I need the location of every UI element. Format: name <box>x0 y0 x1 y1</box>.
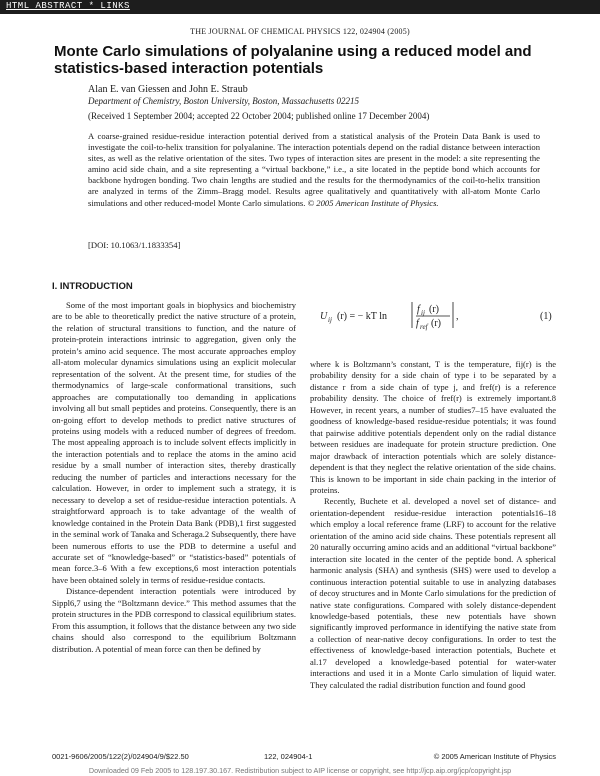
eq-end: , <box>456 311 459 322</box>
eq-number: (1) <box>540 311 552 322</box>
right-column <box>310 359 556 691</box>
eq-num-sub: ij <box>421 309 425 317</box>
top-toolbar <box>0 0 600 14</box>
eq-arg: (r) = − kT ln <box>337 311 387 322</box>
eq-num-arg: (r) <box>429 304 439 315</box>
eq-den-sub: ref <box>420 323 428 331</box>
section-heading: I. INTRODUCTION <box>52 281 133 292</box>
right-paragraph-1: where k is Boltzmann’s constant, T is the temperature, fij(r) is the probability density for a side chain of type i to be separated by a distance r from a side chain of type j, and fref(r) is a reference probability density. The choice of fref(r) is extremely important.8 However, in recent years, a number of studies7–15 have evaluated the goodness of knowledge-based residue-residue potentials; it was found that pairwise additive potentials dependent only on the radial distance between residues are inadequate for protein structure prediction. One major drawback of interaction potentials which are solely distance-dependent is that they neglect the relative orientation of the side chains. This is known to be important in side chain packing in the interior of proteins. <box>310 359 556 495</box>
article-title: Monte Carlo simulations of polyalanine using a reduced model and statistics-based interaction potentials <box>54 43 532 77</box>
download-notice: Downloaded 09 Feb 2005 to 128.197.30.167. Redistribution subject to AIP license or copyright, see http://jcp.aip.org/jcp/copyright.jsp <box>88 766 512 775</box>
affiliation: Department of Chemistry, Boston University, Boston, Massachusetts 02215 <box>88 96 359 106</box>
footer-page: 122, 024904-1 <box>264 752 313 761</box>
equation-1 <box>320 298 556 332</box>
eq-den: f <box>416 318 419 329</box>
abstract <box>88 131 540 209</box>
doi[interactable]: [DOI: 10.1063/1.1833354] <box>88 240 181 250</box>
left-column <box>52 300 296 655</box>
footer-copyright: © 2005 American Institute of Physics <box>433 752 556 761</box>
abstract-text: A coarse-grained residue-residue interaction potential derived from a statistical analysis of the Protein Data Bank is used to investigate the coil-to-helix transition for polyalanine. The interaction potentials depend on the radial distance between interaction sites, as well as the relative orientation of the sites. Two types of interaction sites are present in the model: a site representing the amino acid side chain, and a site representing a “virtual backbone,” i.e., a site located in the peptide bond which accounts for backbone hydrogen bonding. Two chain lengths are studied and the results for the thermodynamics of the coil-to-helix transition are analyzed in terms of the Zimm–Bragg model. Results agree qualitatively and quantitatively with all-atom Monte Carlo simulations and other reduced-model Monte Carlo simulations. <box>88 131 540 208</box>
eq-lhs: U <box>320 311 328 322</box>
intro-paragraph-2: Distance-dependent interaction potentials were introduced by Sippl6,7 using the “Boltzmann device.” This method assumes that the protein structures in the PDB correspond to classical equilibrium states. From this assumption, it follows that the distance between any two side chains should also correspond to the equilibrium Boltzmann distribution. A potential of mean force can then be defined by <box>52 586 296 654</box>
received-dates: (Received 1 September 2004; accepted 22 October 2004; published online 17 December 2004) <box>88 111 430 121</box>
eq-den-arg: (r) <box>431 318 441 329</box>
page-footer <box>52 752 556 764</box>
running-head: THE JOURNAL OF CHEMICAL PHYSICS 122, 024904 (2005) <box>190 27 410 36</box>
intro-paragraph-1: Some of the most important goals in biophysics and biochemistry are to be able to theoretically predict the native structure of a protein, the relation of structural transitions to function, and the nature of protein-protein interactions intrinsic to aggregation, given only the protein’s amino acid sequence. The most accurate approaches employ all-atom molecular dynamics simulations using an explicit molecular representation of the solvent. At the present time, for studies of the thermodynamics of large-scale conformational transitions, such approaches are computationally too demanding in applications involving all but small peptides and proteins. Consequently, there is an on-going effort to develop methods to predict native structures of proteins using models with a reduced number of degrees of freedom. The most appealing approach is to include solvent effects implicitly in the interaction potentials and to replace the atoms in the amino acid residue by a small number of interaction sites, thereby drastically reducing the number of particles and interactions necessary for the calculation. However, in order to implement such a strategy, it is necessary to develop a set of residue-residue interaction potentials. A straightforward approach is to take advantage of the wealth of knowledge contained in the Protein Data Bank (PDB),1 first suggested in the seminal work of Tanaka and Scheraga.2 Subsequently, there have been numerous efforts to use the PDB to determine a useful and accurate set of “knowledge-based” or “statistics-based” potentials of mean force.3–6 With a few exceptions,6 most interaction potentials have been obtained solely in terms of residue-residue contacts. <box>52 300 296 585</box>
right-paragraph-2: Recently, Buchete et al. developed a novel set of distance- and orientation-dependent residue-residue interaction potentials16–18 which employ a local reference frame (LRF) to account for the relative orientation of the amino acid side chains. These potentials represent all 20 naturally occurring amino acids and an additional “virtual backbone” interaction site located in the center of the peptide bond. A spherical harmonic analysis (SHA) and synthesis (SHS) were used to develop a continuous interaction potential suitable to use in analyzing databases of decoy structures and in Monte Carlo simulations for the prediction of native state configurations. Compared with solely distance-dependent knowledge-based potentials, these new potentials have shown significantly improved performance in identifying the native state from a collection of near-native decoy configurations. In order to test the effectiveness of knowledge-based interaction potentials, Buchete et al.17 developed a knowledge-based potential for water-water interactions and used it in a Monte Carlo simulation of liquid water. They calculated the radial distribution function and found good <box>310 496 556 690</box>
eq-num: f <box>417 304 420 315</box>
abstract-copyright: © 2005 American Institute of Physics. <box>307 197 439 208</box>
abstract-links-link[interactable]: HTML ABSTRACT * LINKS <box>6 1 130 11</box>
authors: Alan E. van Giessen and John E. Straub <box>88 84 248 95</box>
footer-issn: 0021-9606/2005/122(2)/024904/9/$22.50 <box>52 752 189 761</box>
eq-lhs-sub: ij <box>328 316 332 324</box>
